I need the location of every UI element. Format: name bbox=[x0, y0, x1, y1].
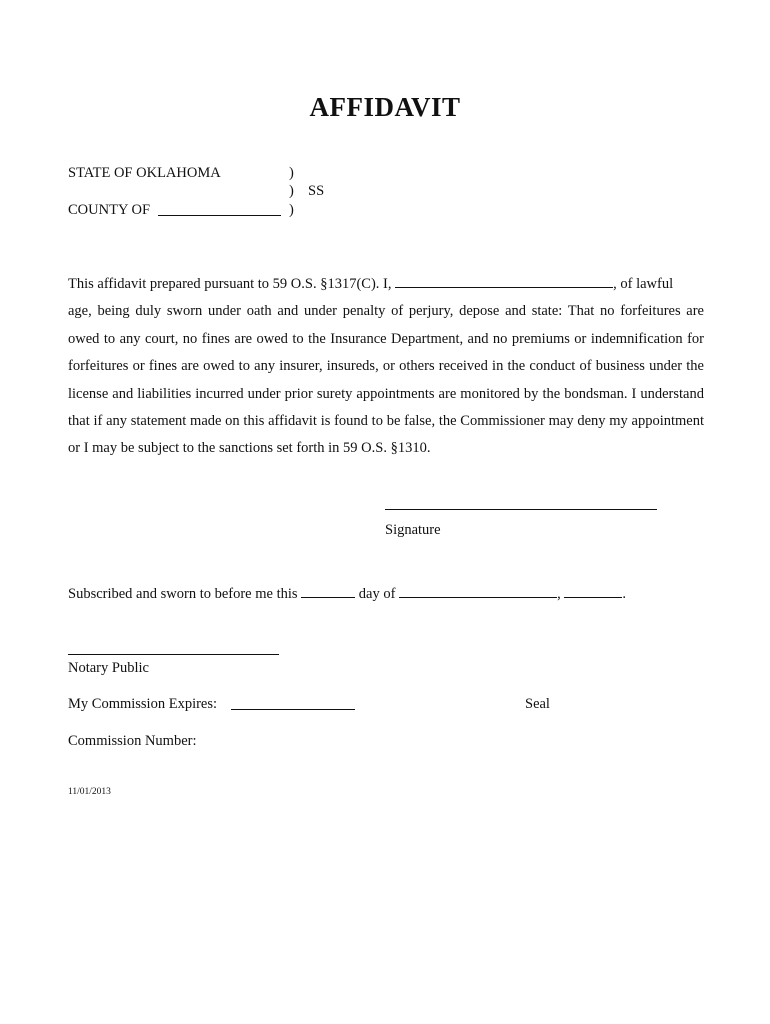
sworn-prefix: Subscribed and sworn to before me this bbox=[68, 586, 298, 602]
body-line-1-end: , of lawful bbox=[613, 276, 674, 292]
body-line-6: that if any statement made on this affidavit is found to be false, the Commissioner may deny my appointment bbox=[68, 412, 704, 429]
seal-label: Seal bbox=[525, 696, 550, 712]
signature-label: Signature bbox=[385, 522, 441, 538]
affiant-name-field[interactable] bbox=[395, 275, 613, 288]
affidavit-body bbox=[68, 271, 704, 463]
venue-paren-3: ) bbox=[289, 202, 294, 218]
sworn-period: . bbox=[622, 586, 626, 602]
body-line-7: or I may be subject to the sanctions set forth in 59 O.S. §1310. bbox=[68, 440, 431, 457]
commission-expires-label: My Commission Expires: bbox=[68, 696, 218, 712]
ss-label: SS bbox=[308, 183, 325, 199]
notary-signature-line[interactable] bbox=[68, 654, 279, 655]
sworn-day-of-label: day of bbox=[358, 586, 396, 602]
venue-paren-1: ) bbox=[289, 165, 294, 181]
sworn-year-field[interactable] bbox=[564, 585, 622, 598]
body-line-1-start: This affidavit prepared pursuant to 59 O.S. §1317(C). I, bbox=[68, 276, 392, 292]
body-line-1 bbox=[68, 271, 704, 298]
body-line-2: age, being duly sworn under oath and under penalty of perjury, depose and state: That no forfeitures are bbox=[68, 303, 704, 320]
body-line-3: owed to any court, no fines are owed to the Insurance Department, and no premiums or indemnification for bbox=[68, 330, 704, 347]
county-field[interactable] bbox=[158, 203, 281, 216]
sworn-month-field[interactable] bbox=[399, 585, 557, 598]
sworn-statement bbox=[68, 585, 626, 603]
county-label: COUNTY OF bbox=[68, 202, 151, 218]
venue-paren-2: ) bbox=[289, 183, 294, 199]
sworn-comma: , bbox=[557, 586, 561, 602]
form-revision-date: 11/01/2013 bbox=[68, 787, 111, 797]
signature-line[interactable] bbox=[385, 509, 657, 510]
state-label: STATE OF OKLAHOMA bbox=[68, 165, 221, 181]
notary-public-label: Notary Public bbox=[68, 660, 149, 676]
document-title: AFFIDAVIT bbox=[309, 92, 461, 122]
commission-expires-field[interactable] bbox=[231, 697, 355, 710]
body-line-4: forfeitures or fines are owed to any insurer, insureds, or others received in the conduct of business under the bbox=[68, 358, 704, 375]
body-line-5: license and liabilities incurred under prior surety appointments are monitored by the bondsman. I understand bbox=[68, 385, 704, 402]
sworn-day-field[interactable] bbox=[301, 585, 355, 598]
commission-number-label: Commission Number: bbox=[68, 733, 197, 749]
